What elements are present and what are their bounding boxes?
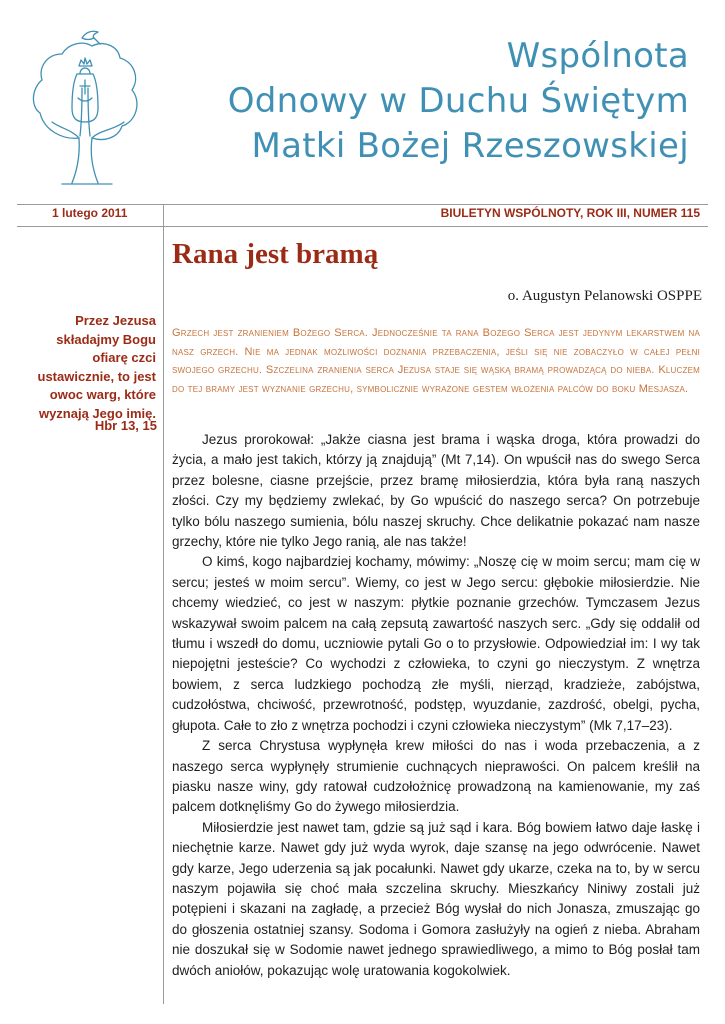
article-title: Rana jest bramą xyxy=(172,238,379,270)
body-paragraph: Miłosierdzie jest nawet tam, gdzie są już sąd i kara. Bóg bowiem łatwo daje łaskę i niechętnie karze. Nawet gdy już wyda wyrok, daje szansę na jego odwrócenie. Nawet gdy karze, Jego uderzenia są jak pocałunki. Nawet gdy ukarze, czeka na to, by w sercu naszym pojawiła się choć mała szczelina skruchy. Mieszkańcy Niniwy zostali już potępieni i skazani na zagładę, a przecież Bóg wysłał do nich Jonasza, zmuszając go do głoszenia ostatniej szansy. Sodoma i Gomora zasłużyły na ogień z nieba. Abraham nie doszukał się w Sodomie nawet jednego sprawiedliwego, a mimo to Bóg posłał tam dwóch aniołów, pokazując wolę uratowania kogokolwiek. xyxy=(172,819,700,978)
masthead-line-1: Wspólnota xyxy=(506,36,689,76)
bulletin-info: BIULETYN WSPÓLNOTY, ROK III, NUMER 115 xyxy=(440,206,700,220)
community-logo-tree-icon xyxy=(22,18,150,188)
masthead-line-2: Odnowy w Duchu Świętym xyxy=(227,81,689,121)
column-divider xyxy=(163,204,164,1004)
masthead-line-3: Matki Bożej Rzeszowskiej xyxy=(251,126,689,166)
body-paragraph: O kimś, kogo najbardziej kochamy, mówimy: „Noszę cię w moim sercu; mam cię w sercu; jesteś w moim sercu”. Wiemy, co jest w Jego sercu: głębokie miłosierdzie. Nie chcemy wiedzieć, co jest w naszym: płytkie poznanie grzechów. Tymczasem Jezus wskazywał swoim palcem na całą zepsutą zawartość naszych serc. „Gdy się oddalił od tłumu i wszedł do domu, uczniowie pytali Go o to przysłowie. Odpowiedział im: I wy tak niepojętni jesteście? Co wychodzi z człowieka, to czyni go nieczystym. Z wnętrza bowiem, z serca ludzkiego pochodzą złe myśli, nierząd, kradzieże, zabójstwa, cudzołóstwa, chciwość, przewrotność, podstęp, wyuzdanie, zazdrość, obelgi, pycha, głupota. Całe to zło z wnętrza pochodzi i czyni człowieka nieczystym” (Mk 7,17–23). xyxy=(172,554,700,733)
issue-date: 1 lutego 2011 xyxy=(52,206,128,220)
article-author: o. Augustyn Pelanowski OSPPE xyxy=(507,288,702,304)
masthead xyxy=(228,34,689,169)
sidebar-quote-reference: Hbr 13, 15 xyxy=(94,418,157,433)
body-paragraph: Jezus prorokował: „Jakże ciasna jest brama i wąska droga, która prowadzi do życia, a mało jest takich, którzy ją znajdują” (Mt 7,14). On wpuścił nas do swego Serca przez bolesne, ciasne przejście, przez bramę miłosierdzia, która była raną naszych złości. Czy my będziemy zwlekać, by Go wpuścić do naszego serca? On potrzebuje tylko bólu naszego sumienia, bólu naszej skruchy. Chce delikatnie pokazać nam nasze grzechy, które nie tylko Jego ranią, ale nas także! xyxy=(172,432,700,550)
body-paragraph: Z serca Chrystusa wypłynęła krew miłości do nas i woda przebaczenia, a z naszego serca wypłynęły strumienie cuchnących nieprawości. On palcem kreślił na piasku nasze winy, gdy ratował cudzołożnicę prowadzoną na kamienowanie, my zaś palcem dotknęliśmy Go do żywego miłosierdzia. xyxy=(172,738,700,815)
article-lead: Grzech jest zranieniem Bożego Serca. Jednocześnie ta rana Bożego Serca jest jedynym lekarstwem na nasz grzech. Nie ma jednak możliwości doznania przebaczenia, jeśli się nie zobaczyło w całej pełni swojego grzechu. Szczelina zranienia serca Jezusa staje się wąską bramą prowadzącą do nieba. Kluczem do tej bramy jest wyznanie grzechu, symbolicznie wyrażone gestem włożenia palców do boku Mesjasza. xyxy=(172,327,700,395)
sidebar-quote: Przez Jezusa składajmy Bogu ofiarę czci ustawicznie, to jest owoc warg, które wyznają Jego imię. xyxy=(37,313,156,421)
article-body xyxy=(172,430,700,981)
